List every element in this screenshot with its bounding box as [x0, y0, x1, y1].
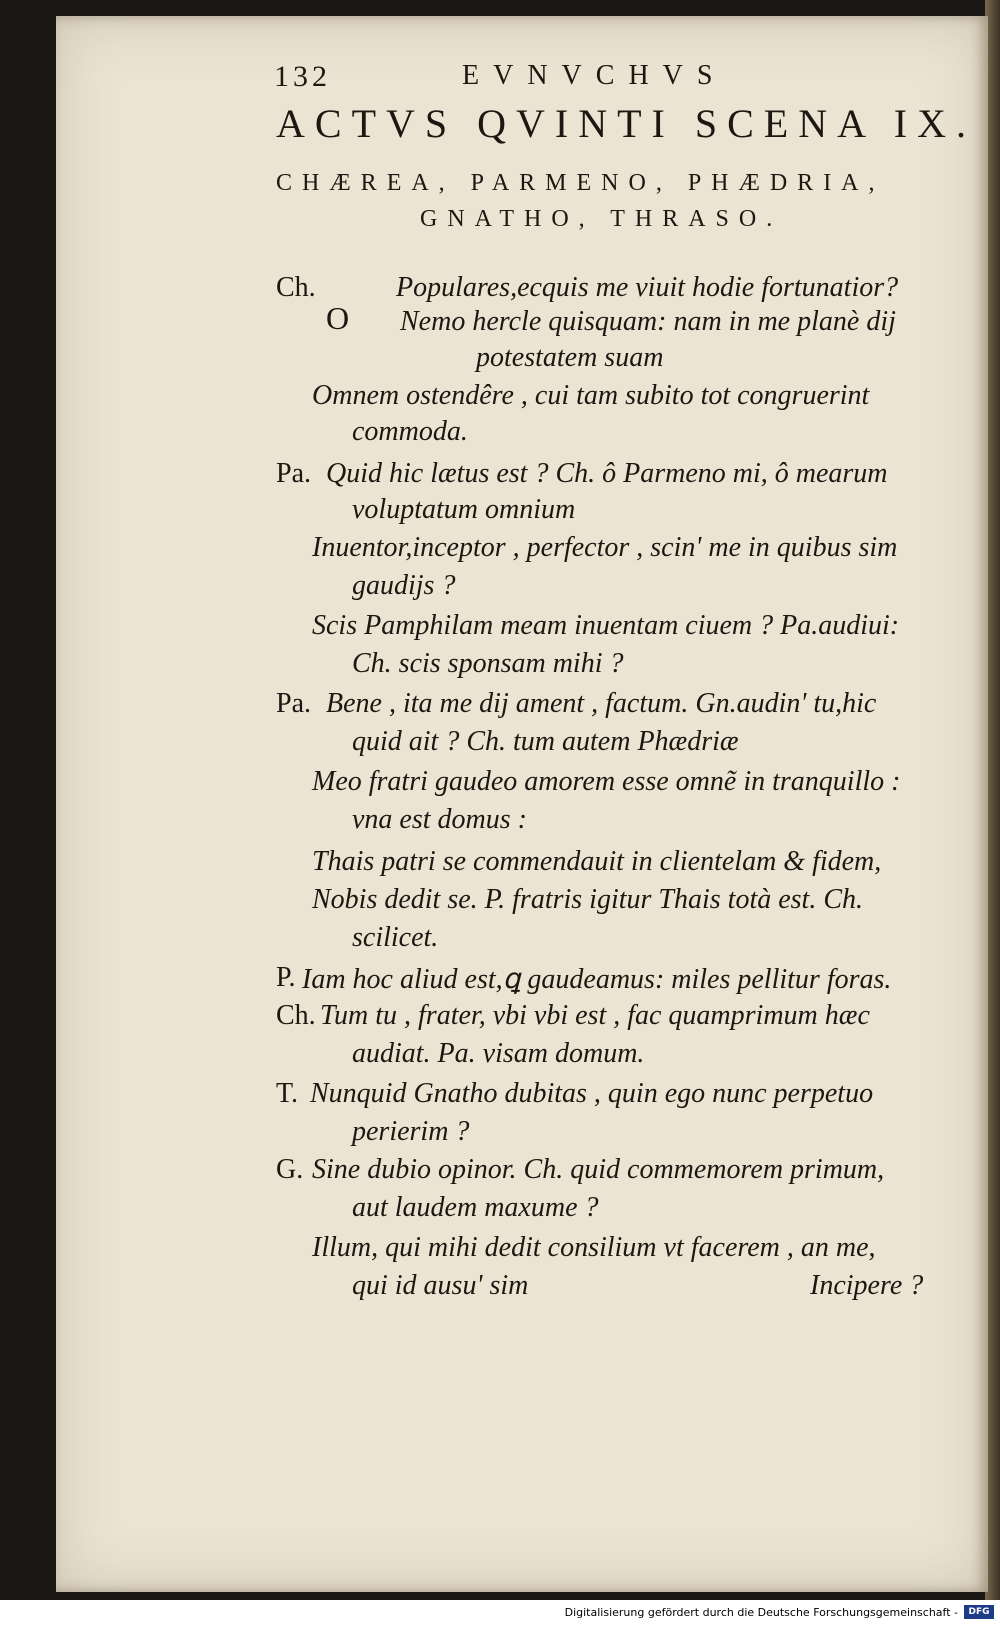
verse-line	[276, 688, 311, 720]
verse-line: qui id ausu' sim	[352, 1270, 529, 1301]
verse-line: Illum, qui mihi dedit consilium vt facerem , an me,	[312, 1232, 876, 1263]
verse-line	[276, 458, 311, 490]
verse-line: voluptatum omnium	[352, 494, 576, 525]
verse-line: Nemo hercle quisquam: nam in me planè dij	[400, 306, 896, 337]
running-head: EVNVCHVS	[462, 60, 727, 91]
verse-line: Scis Pamphilam meam inuentam ciuem ? Pa.audiui:	[312, 610, 900, 641]
verse-line	[276, 272, 316, 304]
verse-line: Populares,ecquis me viuit hodie fortunatior?	[396, 272, 899, 303]
verse-line	[276, 1078, 298, 1110]
cast-list-line-2: GNATHO, THRASO.	[420, 206, 783, 232]
speaker-label: P.	[276, 962, 296, 993]
verse-line: Inuentor,inceptor , perfector , scin' me in quibus sim	[312, 532, 898, 563]
verse-line: Sine dubio opinor. Ch. quid commemorem primum,	[312, 1154, 885, 1185]
verse-line: Tum tu , frater, vbi vbi est , fac quamprimum hæc	[320, 1000, 870, 1031]
speaker-label: Ch.	[276, 272, 316, 303]
verse-line: Incipere ?	[810, 1270, 924, 1301]
funding-notice: Digitalisierung gefördert durch die Deutsche Forschungsgemeinschaft -	[564, 1606, 958, 1619]
verse-line: audiat. Pa. visam domum.	[352, 1038, 645, 1069]
verse-line: Bene , ita me dij ament , factum. Gn.audin' tu,hic	[326, 688, 877, 719]
cast-list-line-1: CHÆREA, PARMENO, PHÆDRIA,	[276, 170, 885, 196]
act-heading: ACTVS QVINTI SCENA IX.	[276, 101, 976, 146]
verse-line	[276, 1000, 316, 1032]
speaker-label: Pa.	[276, 458, 311, 489]
dfg-logo: DFG	[964, 1605, 994, 1619]
verse-line: Iam hoc aliud est,ꝗ gaudeamus: miles pellitur foras.	[302, 964, 892, 995]
verse-line: quid ait ? Ch. tum autem Phædriæ	[352, 726, 739, 757]
verse-line: scilicet.	[352, 922, 439, 953]
verse-line: gaudijs ?	[352, 570, 456, 601]
verse-line: Nunquid Gnatho dubitas , quin ego nunc perpetuo	[310, 1078, 874, 1109]
verse-line: Ch. scis sponsam mihi ?	[352, 648, 624, 679]
verse-line	[276, 962, 295, 994]
verse-line: commoda.	[352, 416, 468, 447]
interjection-o: O	[326, 300, 350, 336]
verse-line: Quid hic lætus est ? Ch. ô Parmeno mi, ô mearum	[326, 458, 888, 489]
verse-line: potestatem suam	[476, 342, 664, 373]
footer-bar	[0, 1600, 1000, 1625]
verse-line: perierim ?	[352, 1116, 470, 1147]
speaker-label: Ch.	[276, 1000, 316, 1031]
speaker-label: T.	[276, 1078, 299, 1109]
verse-line: Meo fratri gaudeo amorem esse omnẽ in tranquillo :	[312, 766, 901, 797]
verse-line: Nobis dedit se. P. fratris igitur Thais totà est. Ch.	[312, 884, 864, 915]
verse-line: aut laudem maxume ?	[352, 1192, 599, 1223]
speaker-label: Pa.	[276, 688, 311, 719]
verse-line: vna est domus :	[352, 804, 527, 835]
speaker-label: G.	[276, 1154, 304, 1185]
verse-line: Thais patri se commendauit in clientelam & fidem,	[312, 846, 882, 877]
verse-line	[276, 1154, 303, 1186]
page-number: 132	[274, 60, 331, 93]
verse-line: Omnem ostendêre , cui tam subito tot congruerint	[312, 380, 870, 411]
